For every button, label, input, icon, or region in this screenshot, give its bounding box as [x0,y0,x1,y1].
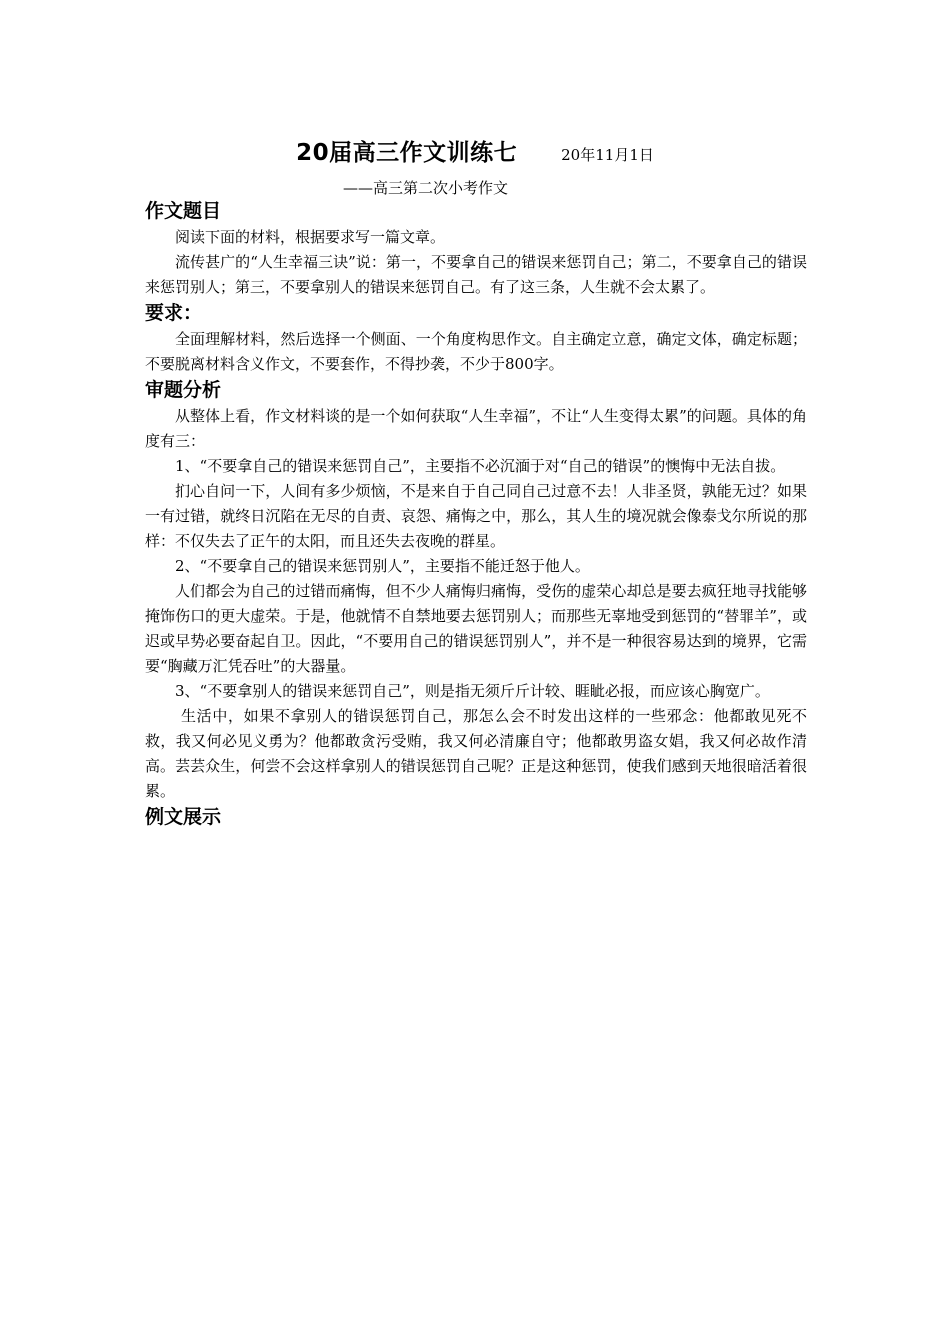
topic-paragraph-material: 流传甚广的“人生幸福三诀”说：第一，不要拿自己的错误来惩罚自己；第二，不要拿自己的错误来惩罚别人；第三，不要拿别人的错误来惩罚自己。有了这三条，人生就不会太累了。 [145,253,807,296]
heading-analysis: 审题分析 [145,379,222,401]
title-row [0,134,950,167]
analysis-paragraph-point-3: 3、“不要拿别人的错误来惩罚自己”，则是指无须斤斤计较、睚眦必报，而应该心胸宽广。 [175,682,770,700]
heading-requirements: 要求： [145,302,203,324]
analysis-paragraph-point-2: 2、“不要拿自己的错误来惩罚别人”，主要指不能迁怒于他人。 [175,557,590,575]
heading-examples: 例文展示 [145,806,222,828]
date-label: 20年11月1日 [561,146,654,164]
analysis-paragraph-point-1: 1、“不要拿自己的错误来惩罚自己”，主要指不必沉湎于对“自己的错误”的懊悔中无法自拔。 [175,457,786,475]
analysis-paragraph-point-1-detail: 扪心自问一下，人间有多少烦恼，不是来自于自己同自己过意不去！人非圣贤，孰能无过？如果一有过错，就终日沉陷在无尽的自责、哀怨、痛悔之中，那么，其人生的境况就会像泰戈尔所说的那样：不仅失去了正午的太阳，而且还失去夜晚的群星。 [145,482,807,550]
subtitle: ——高三第二次小考作文 [343,179,509,197]
heading-essay-topic: 作文题目 [145,200,222,222]
requirements-paragraph: 全面理解材料，然后选择一个侧面、一个角度构思作文。自主确定立意，确定文体，确定标题；不要脱离材料含义作文，不要套作，不得抄袭，不少于800字。 [145,330,807,373]
document-body [145,198,807,831]
analysis-paragraph-point-2-detail: 人们都会为自己的过错而痛悔，但不少人痛悔归痛悔，受伤的虚荣心却总是要去疯狂地寻找能够掩饰伤口的更大虚荣。于是，他就情不自禁地要去惩罚别人；而那些无辜地受到惩罚的“替罪羊”，或迟或早势必要奋起自卫。因此，“不要用自己的错误惩罚别人”，并不是一种很容易达到的境界，它需要“胸藏万汇凭吞吐”的大器量。 [145,582,807,675]
page-title: 20届高三作文训练七 [296,140,518,166]
analysis-paragraph-point-3-detail: 生活中，如果不拿别人的错误惩罚自己，那怎么会不时发出这样的一些邪念：他都敢见死不救，我又何必见义勇为？他都敢贪污受贿，我又何必清廉自守；他都敢男盗女娼，我又何必故作清高。芸芸众生，何尝不会这样拿别人的错误惩罚自己呢？正是这种惩罚，使我们感到天地很暗活着很累。 [145,707,807,800]
analysis-paragraph-overview: 从整体上看，作文材料谈的是一个如何获取“人生幸福”，不让“人生变得太累”的问题。具体的角度有三： [145,407,807,450]
topic-paragraph-instruction: 阅读下面的材料，根据要求写一篇文章。 [175,228,446,246]
